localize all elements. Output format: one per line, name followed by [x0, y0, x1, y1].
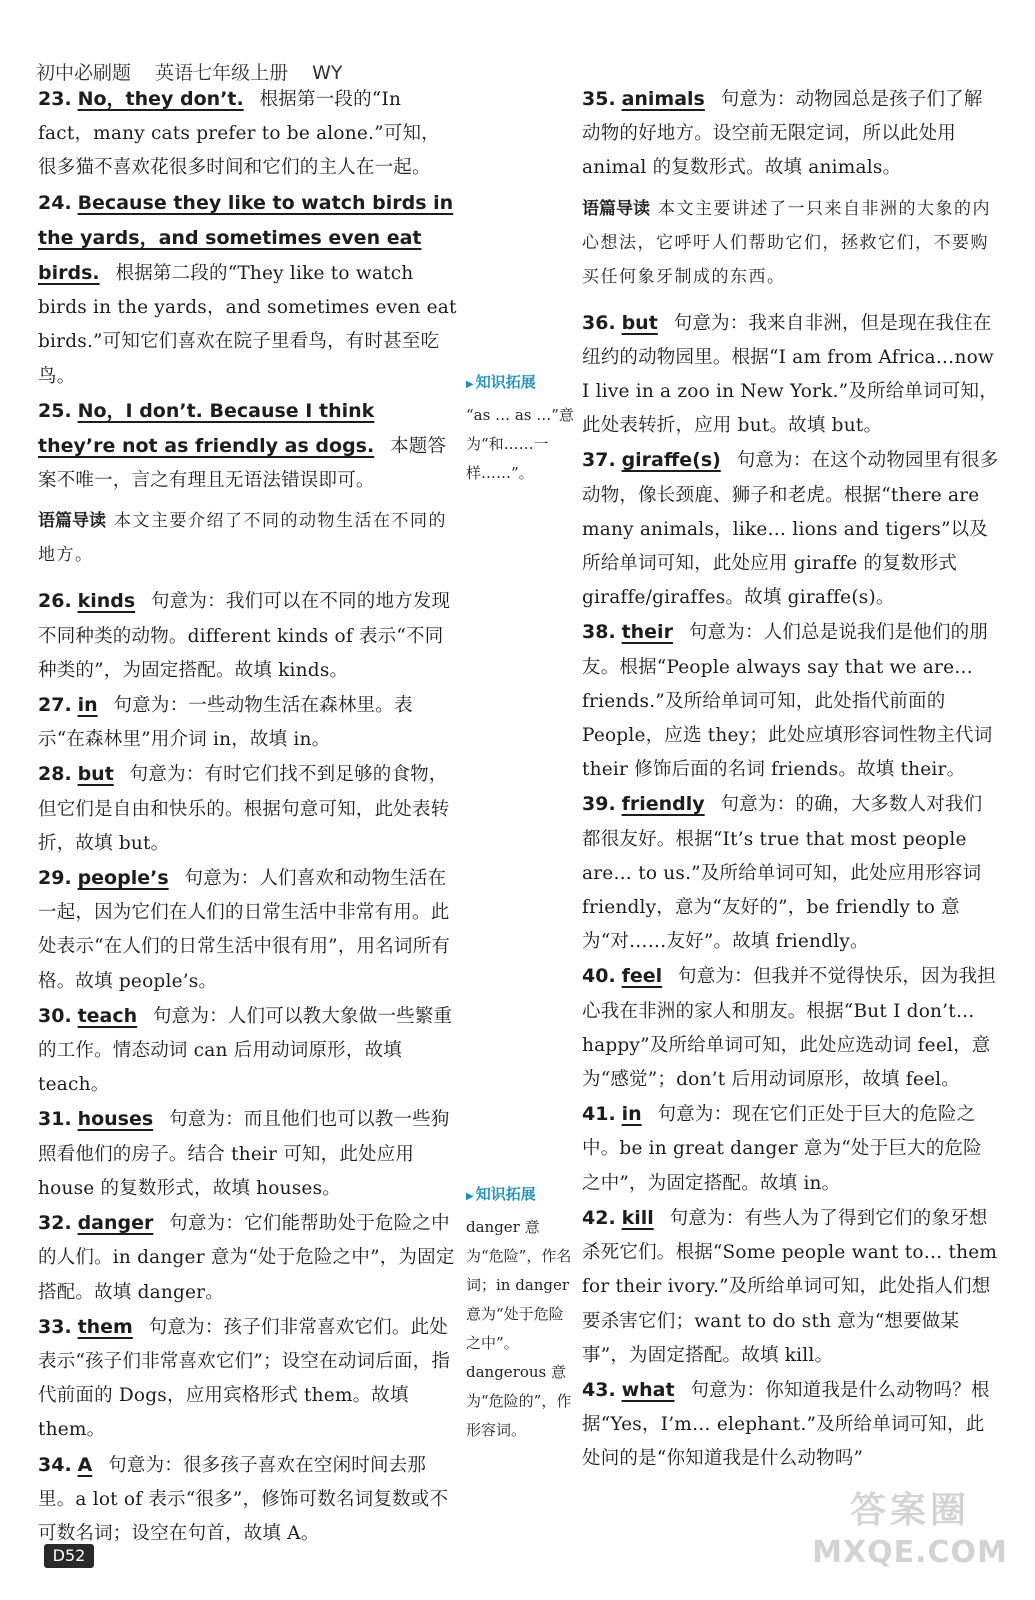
sidenote-danger — [466, 1180, 576, 1445]
header-subject: 英语七年级上册 — [155, 62, 289, 84]
item-answer: danger — [77, 1212, 154, 1235]
item-answer: but — [77, 763, 114, 786]
answer-item-32 — [38, 1206, 458, 1310]
answer-item-43 — [582, 1373, 1000, 1477]
sidenote-as-as — [466, 368, 576, 488]
item-explanation: 句意为：我们可以在不同的地方发现不同种类的动物。different kinds of 表示“不同种类的”，为固定搭配。故填 kinds。 — [38, 591, 451, 681]
item-number: 28. — [38, 763, 72, 786]
header-series: 初中必刷题 — [36, 62, 132, 84]
answer-item-23 — [38, 82, 458, 186]
right-column — [582, 82, 1000, 1477]
item-answer: kinds — [77, 590, 136, 613]
item-number: 24. — [38, 191, 72, 214]
guide-label: 语篇导读 — [38, 511, 106, 532]
left-column — [38, 82, 458, 1551]
item-number: 31. — [38, 1108, 72, 1131]
guide-label: 语篇导读 — [582, 198, 650, 219]
item-explanation: 句意为：有些人为了得到它们的象牙想杀死它们。根据“Some people want to… them for their ivory.”及所给单词可知，此处指人们想要杀害它们；want to do sth 意为“想要做某事”，为固定搭配。故填 kill。 — [582, 1207, 998, 1366]
item-answer: people’s — [77, 867, 169, 890]
item-number: 27. — [38, 694, 72, 717]
answer-item-24 — [38, 186, 458, 394]
item-answer: Because they like to watch birds in the yards，and sometimes even eat birds. — [38, 191, 454, 285]
item-explanation: 句意为：而且他们也可以教一些狗照看他们的房子。结合 their 可知，此处应用 house 的复数形式，故填 houses。 — [38, 1109, 450, 1199]
item-number: 43. — [582, 1378, 616, 1401]
passage-guide-left — [38, 504, 458, 572]
answer-item-28 — [38, 757, 458, 861]
answer-item-33 — [38, 1310, 458, 1448]
sidenote-text: danger 意为“危险”，作名词；in danger 意为“处于危险之中”。dangerous 意为“危险的”，作形容词。 — [466, 1218, 572, 1439]
header-edition: WY — [312, 62, 343, 84]
item-answer: in — [621, 1103, 642, 1126]
item-answer: their — [621, 621, 673, 644]
item-number: 34. — [38, 1453, 72, 1476]
item-explanation: 句意为：孩子们非常喜欢它们。此处表示“孩子们非常喜欢它们”；设空在动词后面，指代前面的 Dogs，应用宾格形式 them。故填 them。 — [38, 1316, 451, 1441]
item-explanation: 句意为：有时它们找不到足够的食物，但它们是自由和快乐的。根据句意可知，此处表转折，故填 but。 — [38, 764, 450, 854]
passage-guide-right — [582, 192, 1000, 294]
answer-item-42 — [582, 1201, 1000, 1373]
item-answer: them — [77, 1315, 133, 1338]
item-answer: feel — [621, 965, 663, 988]
item-explanation: 句意为：人们可以教大象做一些繁重的工作。情态动词 can 后用动词原形，故填 teach。 — [38, 1005, 453, 1096]
answer-item-35 — [582, 82, 1000, 186]
item-number: 30. — [38, 1004, 72, 1027]
item-answer: A — [77, 1453, 93, 1476]
item-answer: friendly — [621, 793, 705, 816]
sidenote-text: “as … as …”意为“和……一样……”。 — [466, 406, 574, 482]
item-number: 40. — [582, 965, 616, 988]
watermark-line-2: MXQE.COM — [812, 1535, 1008, 1570]
site-watermark — [800, 1488, 1020, 1584]
answer-item-40 — [582, 959, 1000, 1097]
item-number: 38. — [582, 621, 616, 644]
answer-item-37 — [582, 443, 1000, 615]
answer-item-25 — [38, 394, 458, 499]
item-explanation: 句意为：它们能帮助处于危险之中的人们。in danger 意为“处于危险之中”，为固定搭配。故填 danger。 — [38, 1213, 455, 1303]
item-number: 39. — [582, 793, 616, 816]
answer-item-30 — [38, 999, 458, 1103]
item-explanation: 根据第二段的“They like to watch birds in the yards，and sometimes even eat birds.”可知它们喜欢在院子里看鸟，有时甚至吃鸟。 — [38, 263, 457, 387]
item-answer: but — [621, 311, 658, 334]
answer-item-41 — [582, 1097, 1000, 1201]
answer-item-29 — [38, 861, 458, 999]
item-number: 32. — [38, 1212, 72, 1235]
item-answer: in — [77, 694, 98, 717]
item-number: 25. — [38, 399, 72, 422]
item-number: 33. — [38, 1315, 72, 1338]
item-answer: animals — [621, 88, 705, 110]
item-answer: houses — [77, 1108, 154, 1131]
item-explanation: 句意为：我来自非洲，但是现在我住在纽约的动物园里。根据“I am from Africa…now I live in a zoo in New York.”及所给单词可知，此处表转折，应用 but。故填 but。 — [582, 312, 998, 437]
watermark-line-1: 答案圈 — [849, 1490, 970, 1531]
item-answer: No，they don’t. — [77, 88, 244, 110]
item-answer: kill — [621, 1206, 654, 1229]
item-explanation: 根据第一段的“In fact，many cats prefer to be alone.”可知，很多猫不喜欢花很多时间和它们的主人在一起。 — [38, 89, 440, 179]
item-number: 26. — [38, 590, 72, 613]
answer-item-34 — [38, 1448, 458, 1552]
item-number: 37. — [582, 449, 616, 472]
item-explanation: 句意为：动物园总是孩子们了解动物的好地方。设空前无限定词，所以此处用 animal 的复数形式。故填 animals。 — [582, 89, 983, 179]
item-explanation: 句意为：在这个动物园里有很多动物，像长颈鹿、狮子和老虎。根据“there are many animals，like… lions and tigers”以及所给单词可知，此处应用 giraffe 的复数形式 giraffe/giraffes。故填 giraffe(s)。 — [582, 450, 999, 609]
item-answer: teach — [77, 1004, 138, 1027]
answer-item-26 — [38, 584, 458, 688]
item-number: 41. — [582, 1103, 616, 1126]
answer-item-31 — [38, 1102, 458, 1206]
item-explanation: 本题答案不唯一，言之有理且无语法错误即可。 — [38, 436, 447, 492]
guide-text: 本文主要讲述了一只来自非洲的大象的内心想法，它呼吁人们帮助它们，拯救它们，不要购买任何象牙制成的东西。 — [582, 198, 991, 287]
item-answer: No，I don’t. Because I think they’re not as friendly as dogs. — [38, 399, 375, 458]
running-header — [36, 58, 361, 84]
answer-item-36 — [582, 306, 1000, 444]
answer-item-39 — [582, 787, 1000, 959]
sidenote-tag: ▶ 知识拓展 — [466, 368, 576, 399]
page-number: D52 — [44, 1544, 94, 1568]
item-explanation: 句意为：但我并不觉得快乐，因为我担心我在非洲的家人和朋友。根据“But I don’t… happy”及所给单词可知，此处应选动词 feel，意为“感觉”；don’t 后用动词原形，故填 feel。 — [582, 966, 996, 1091]
answer-item-38 — [582, 615, 1000, 787]
item-number: 36. — [582, 311, 616, 334]
item-number: 35. — [582, 88, 616, 110]
item-number: 29. — [38, 867, 72, 890]
item-answer: what — [621, 1378, 675, 1401]
item-explanation: 句意为：人们总是说我们是他们的朋友。根据“People always say that we are… friends.”及所给单词可知，此处指代前面的 People，应选 they；此处应填形容词性物主代词 their 修饰后面的名词 friends。故填 their。 — [582, 622, 993, 781]
item-explanation: 句意为：一些动物生活在森林里。表示“在森林里”用介词 in，故填 in。 — [38, 695, 413, 751]
sidenote-tag: ▶ 知识拓展 — [466, 1180, 576, 1211]
item-explanation: 句意为：人们喜欢和动物生活在一起，因为它们在人们的日常生活中非常有用。此处表示“在人们的日常生活中很有用”，用名词所有格。故填 people’s。 — [38, 868, 451, 992]
item-explanation: 句意为：你知道我是什么动物吗？根据“Yes，I’m… elephant.”及所给单词可知，此处问的是“你知道我是什么动物吗” — [582, 1379, 990, 1470]
item-explanation: 句意为：的确，大多数人对我们都很友好。根据“It’s true that most people are… to us.”及所给单词可知，此处应用形容词 friendly，意为“友好的”，be friendly to 意为“对……友好”。故填 friendly。 — [582, 794, 983, 953]
item-explanation: 句意为：很多孩子喜欢在空闲时间去那里。a lot of 表示“很多”，修饰可数名词复数或不可数名词；设空在句首，故填 A。 — [38, 1454, 449, 1544]
item-number: 23. — [38, 88, 72, 110]
item-answer: giraffe(s) — [621, 449, 721, 472]
guide-text: 本文主要介绍了不同的动物生活在不同的地方。 — [38, 511, 447, 566]
answer-item-27 — [38, 688, 458, 757]
item-explanation: 句意为：现在它们正处于巨大的危险之中。be in great danger 意为“处于巨大的危险之中”，为固定搭配。故填 in。 — [582, 1104, 982, 1194]
item-number: 42. — [582, 1206, 616, 1229]
